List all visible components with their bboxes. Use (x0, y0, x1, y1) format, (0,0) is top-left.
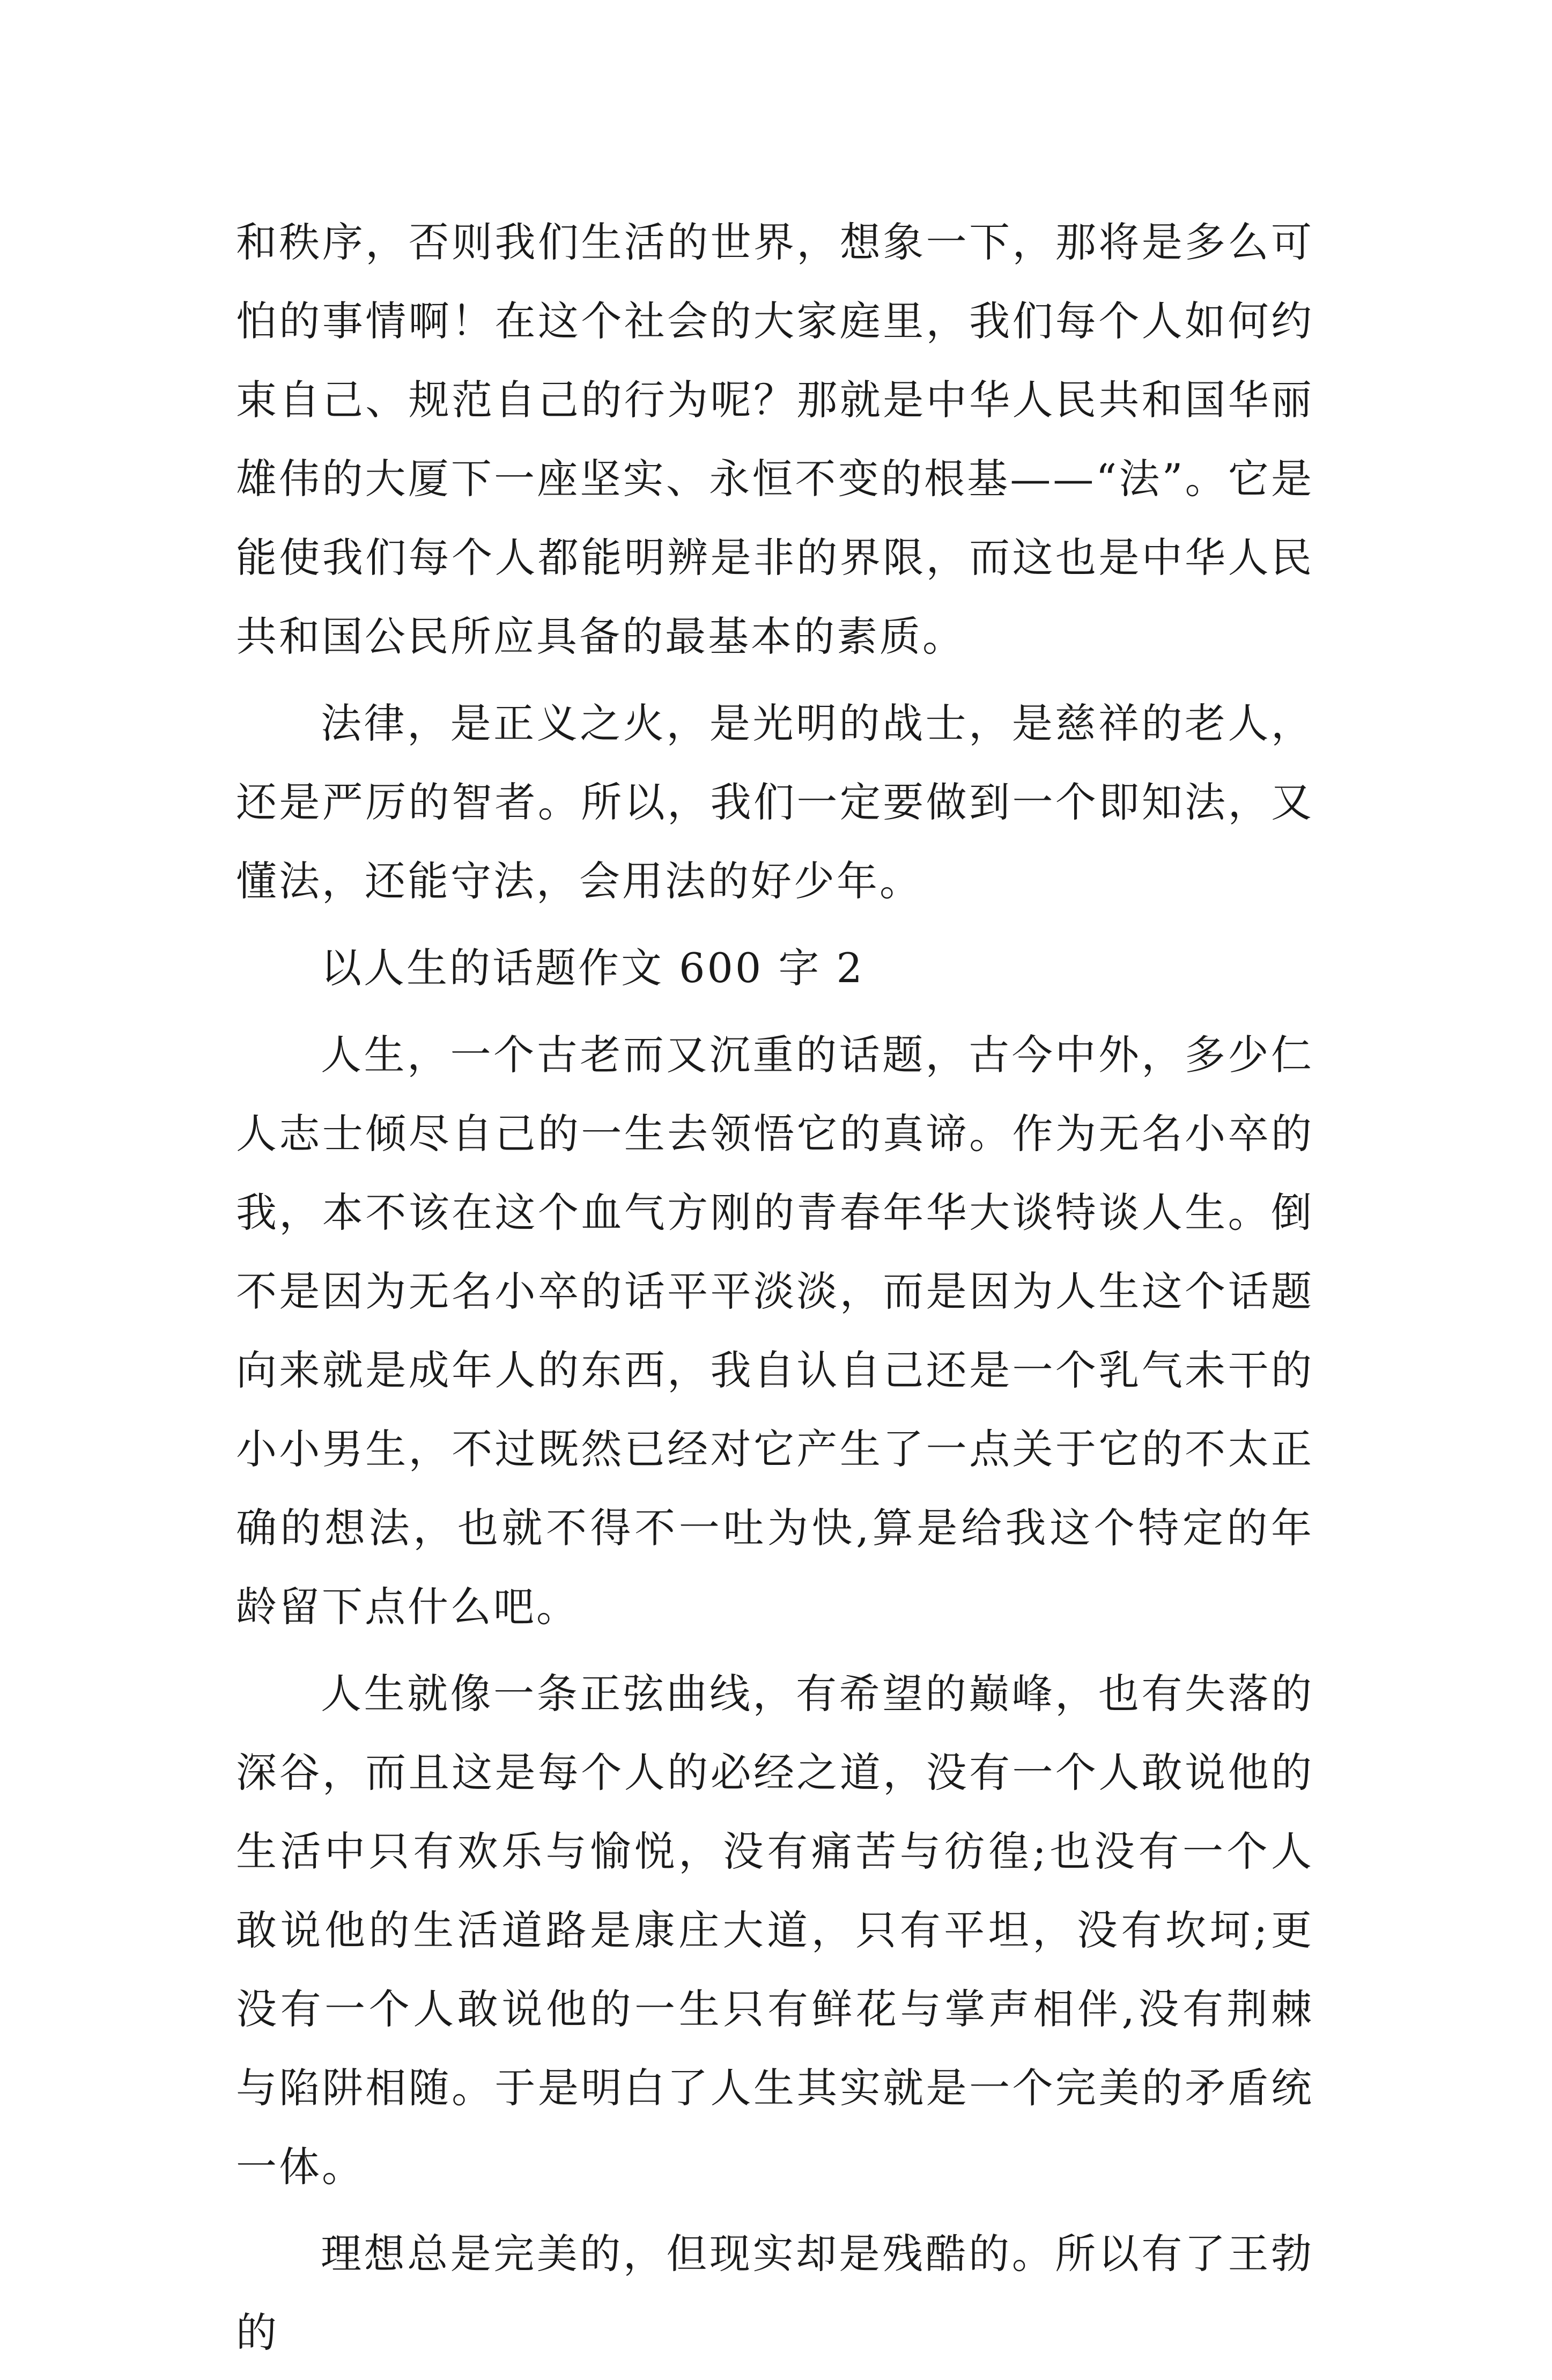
document-body (236, 203, 1314, 2380)
paragraph-law-metaphor: 法律，是正义之火，是光明的战士，是慈祥的老人，还是严厉的智者。所以，我们一定要做到一个即知法，又懂法，还能守法，会用法的好少年。 (236, 699, 1314, 905)
essay-heading: 以人生的话题作文 600 字 2 (321, 944, 864, 992)
paragraph-law-order: 和秩序，否则我们生活的世界，想象一下，那将是多么可怕的事情啊！在这个社会的大家庭里，我们每个人如何约束自己、规范自己的行为呢？那就是中华人民共和国华丽雄伟的大厦下一座坚实、永恒不变的根基——“法”。它是能使我们每个人都能明辨是非的界限，而这也是中华人民共和国公民所应具备的最基本的素质。 (236, 218, 1314, 660)
paragraph-ideal-reality: 理想总是完美的，但现实却是残酷的。所以有了王勃的 (236, 2230, 1314, 2356)
paragraph-life-topic: 人生，一个古老而又沉重的话题，古今中外，多少仁人志士倾尽自己的一生去领悟它的真谛。作为无名小卒的我，本不该在这个血气方刚的青春年华大谈特谈人生。倒不是因为无名小卒的话平平淡淡，而是因为人生这个话题向来就是成年人的东西，我自认自己还是一个乳气未干的小小男生，不过既然已经对它产生了一点关于它的不太正确的想法，也就不得不一吐为快,算是给我这个特定的年龄留下点什么吧。 (236, 1031, 1314, 1631)
paragraph-life-sine-curve: 人生就像一条正弦曲线，有希望的巅峰，也有失落的深谷，而且这是每个人的必经之道，没有一个人敢说他的生活中只有欢乐与愉悦，没有痛苦与彷徨;也没有一个人敢说他的生活道路是康庄大道，只有平坦，没有坎坷;更没有一个人敢说他的一生只有鲜花与掌声相伴,没有荆棘与陷阱相随。于是明白了人生其实就是一个完美的矛盾统一体。 (236, 1670, 1314, 2191)
